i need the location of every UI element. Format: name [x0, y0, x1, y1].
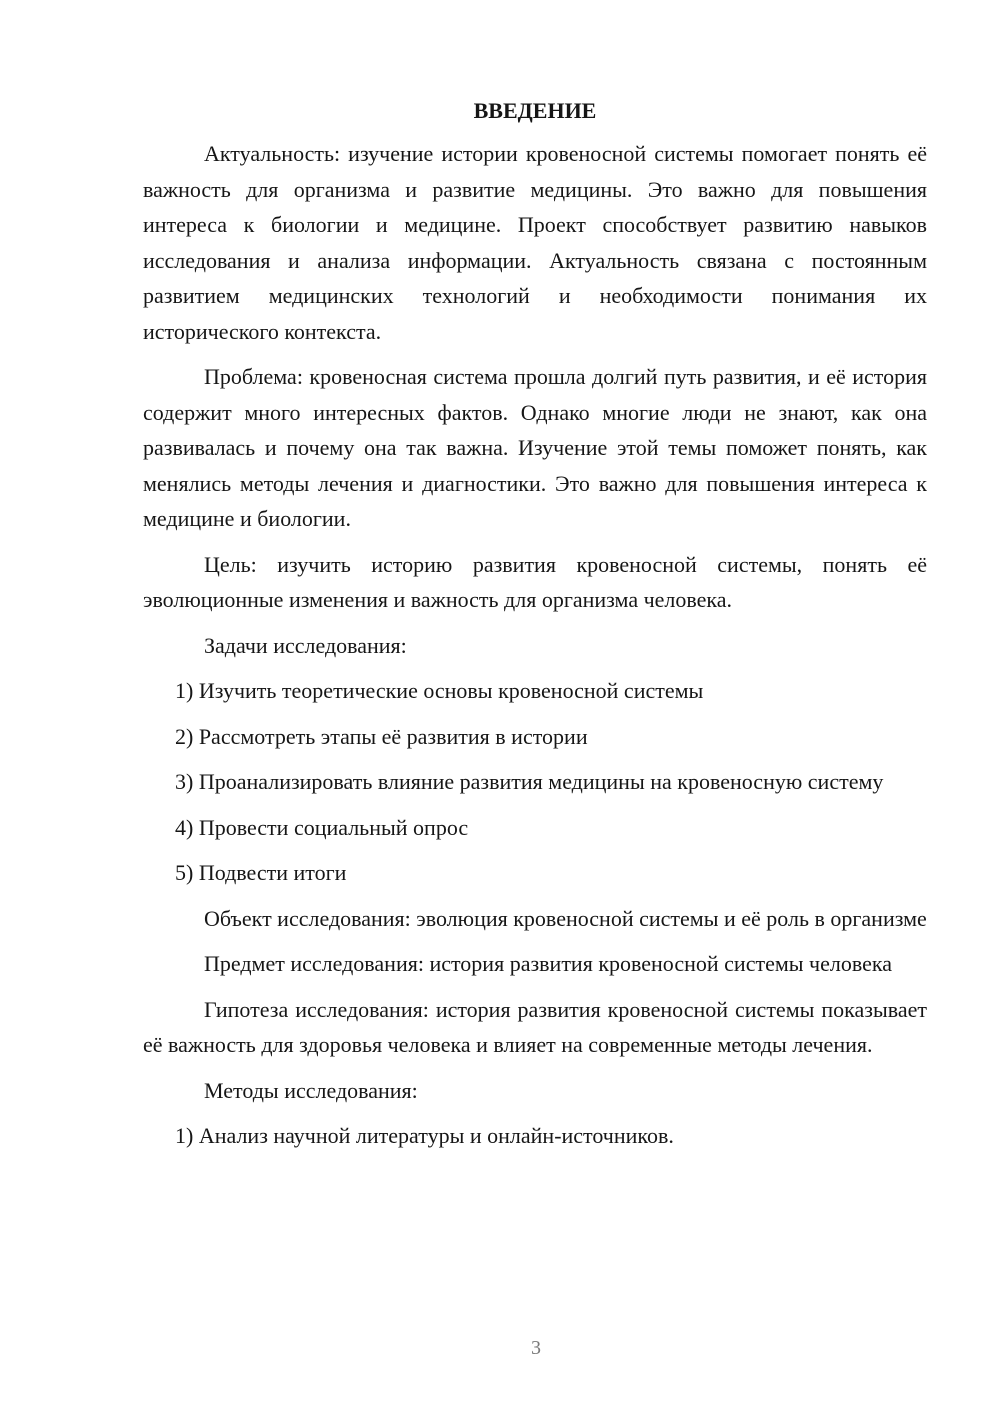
- task-item-4: 4) Провести социальный опрос: [175, 814, 469, 840]
- methods-heading: Методы исследования:: [204, 1077, 418, 1103]
- object-paragraph: Объект исследования: эволюция кровеносной системы и её роль в организме: [204, 905, 927, 931]
- relevance-paragraph: Актуальность: изучение истории кровеносной системы помогает понять её важность для организма и развитие медицины. Это важно для повышения интереса к биологии и медицине. Проект способствует развитию навыков исследования и анализа информации. Актуальность связана с постоянным развитием медицинских технологий и необходимости понимания их исторического контекста.: [143, 141, 927, 344]
- subject-paragraph: Предмет исследования: история развития кровеносной системы человека: [204, 951, 893, 976]
- task-item-1: 1) Изучить теоретические основы кровеносной системы: [175, 678, 704, 703]
- page-content: [143, 94, 927, 1164]
- tasks-heading: Задачи исследования:: [204, 632, 407, 658]
- page-title: ВВЕДЕНИЕ: [473, 98, 597, 123]
- hypothesis-paragraph: Гипотеза исследования: история развития кровеносной системы показывает её важность для здоровья человека и влияет на современные методы лечения.: [143, 996, 927, 1057]
- task-item-3: 3) Проанализировать влияние развития медицины на кровеносную систему: [175, 769, 884, 794]
- task-item-5: 5) Подвести итоги: [175, 860, 347, 885]
- page-number: 3: [531, 1337, 541, 1359]
- goal-paragraph: Цель: изучить историю развития кровеносной системы, понять её эволюционные изменения и важность для организма человека.: [143, 551, 927, 612]
- task-item-2: 2) Рассмотреть этапы её развития в истории: [175, 723, 588, 749]
- problem-paragraph: Проблема: кровеносная система прошла долгий путь развития, и её история содержит много интересных фактов. Однако многие люди не знают, как она развивалась и почему она так важна. Изучение этой темы поможет понять, как менялись методы лечения и диагностики. Это важно для повышения интереса к медицине и биологии.: [143, 364, 927, 531]
- method-item-1: 1) Анализ научной литературы и онлайн-источников.: [175, 1123, 674, 1148]
